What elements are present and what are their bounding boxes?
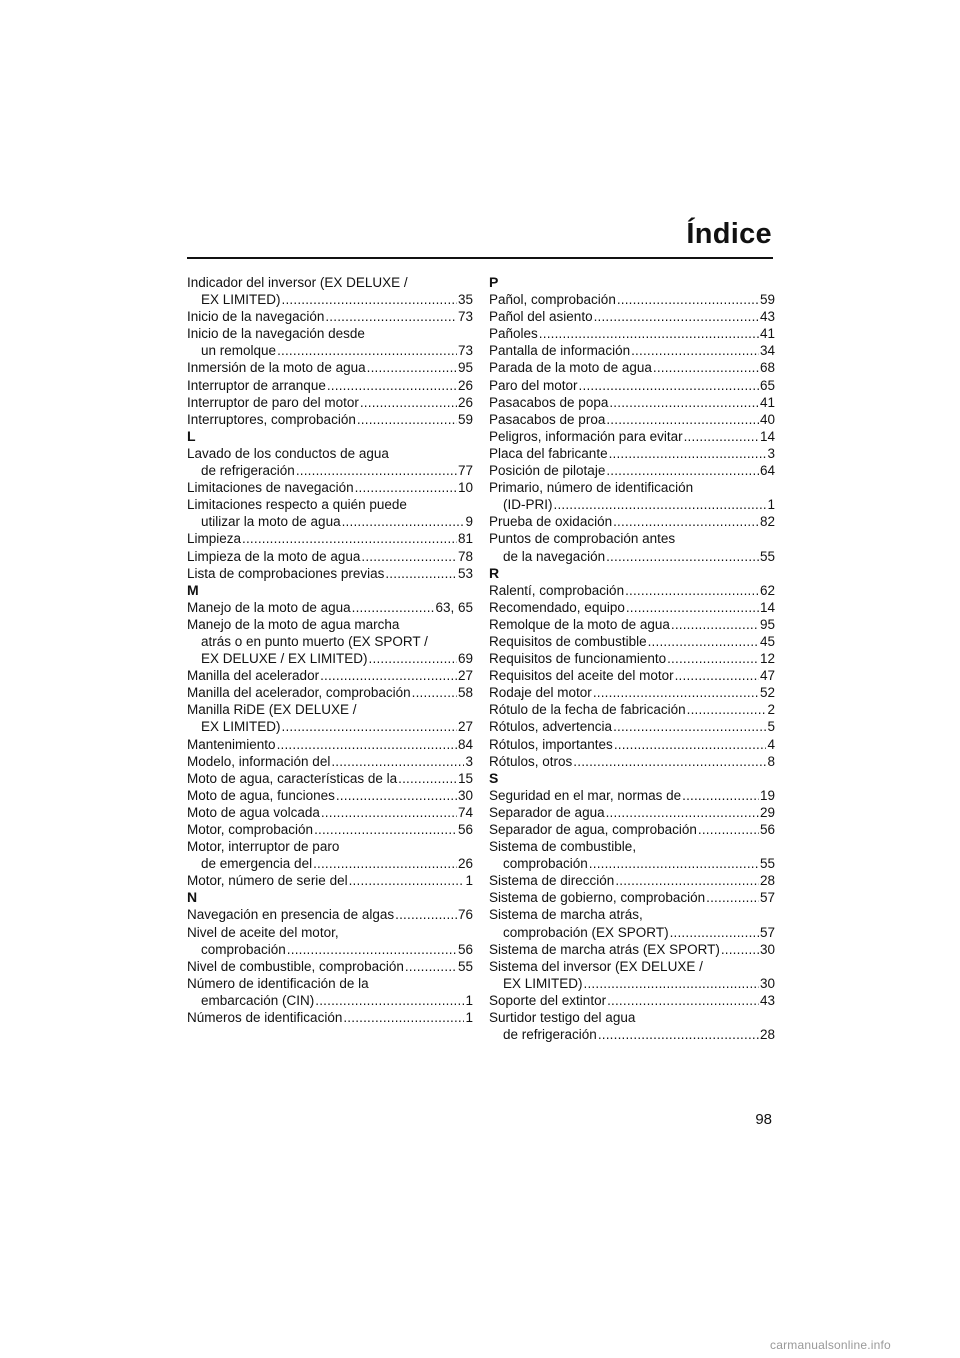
index-entry-page: 1 bbox=[767, 497, 775, 513]
dot-leader bbox=[277, 736, 457, 753]
dot-leader bbox=[277, 342, 457, 359]
dot-leader bbox=[625, 582, 759, 599]
dot-leader bbox=[321, 804, 457, 821]
index-section-letter: P bbox=[489, 274, 499, 290]
dot-leader bbox=[343, 1009, 464, 1026]
index-entry bbox=[187, 530, 473, 547]
index-entry bbox=[187, 667, 473, 684]
index-entry-label: Navegación en presencia de algas bbox=[187, 907, 395, 923]
index-entry-page: 8 bbox=[767, 753, 775, 769]
index-entry-page: 47 bbox=[759, 668, 775, 684]
index-entry-page: 76 bbox=[457, 907, 473, 923]
index-entry-label: Limpieza de la moto de agua bbox=[187, 548, 361, 564]
dot-leader bbox=[593, 684, 759, 701]
index-entry bbox=[489, 701, 775, 718]
index-entry-text: Número de identificación de la bbox=[187, 975, 369, 991]
dot-leader bbox=[613, 513, 759, 530]
index-entry bbox=[489, 291, 775, 308]
index-entry-label: Pañoles bbox=[489, 326, 538, 342]
index-entry bbox=[489, 428, 775, 445]
dot-leader bbox=[675, 667, 759, 684]
index-entry bbox=[187, 736, 473, 753]
index-entry-page: 59 bbox=[457, 411, 473, 427]
index-entry bbox=[489, 599, 775, 616]
dot-leader bbox=[614, 736, 767, 753]
index-entry-page: 26 bbox=[457, 377, 473, 393]
index-entry-label: Rótulos, otros bbox=[489, 753, 573, 769]
index-entry-page: 2 bbox=[767, 702, 775, 718]
index-entry-text: Indicador del inversor (EX DELUXE / bbox=[187, 275, 408, 290]
index-entry-label: Números de identificación bbox=[187, 1010, 343, 1026]
index-entry-page: 56 bbox=[759, 822, 775, 837]
dot-leader bbox=[667, 650, 759, 667]
index-entry-text: Lavado de los conductos de agua bbox=[187, 445, 389, 461]
dot-leader bbox=[282, 718, 457, 735]
index-entry-label: Interruptor de arranque bbox=[187, 377, 326, 393]
index-entry-label: Motor, número de serie del bbox=[187, 873, 348, 889]
index-entry-label: Parada de la moto de agua bbox=[489, 360, 652, 376]
index-entry-label: comprobación bbox=[503, 856, 588, 872]
dot-leader bbox=[684, 428, 759, 445]
dot-leader bbox=[607, 992, 759, 1009]
index-entry bbox=[187, 394, 473, 411]
index-entry-page: 1 bbox=[465, 992, 473, 1008]
index-entry-label: comprobación (EX SPORT) bbox=[503, 924, 669, 940]
index-entry-page: 74 bbox=[457, 804, 473, 820]
index-entry bbox=[187, 479, 473, 496]
dot-leader bbox=[405, 958, 457, 975]
index-entry-page: 15 bbox=[457, 770, 473, 786]
index-entry-label: Moto de agua, características de la bbox=[187, 770, 398, 786]
dot-leader bbox=[584, 975, 759, 992]
index-entry-text: Manilla RiDE (EX DELUXE / bbox=[187, 702, 357, 718]
index-entry-label: Rótulos, importantes bbox=[489, 736, 613, 752]
dot-leader bbox=[579, 377, 759, 394]
index-entry bbox=[187, 958, 473, 975]
index-entry-label: un remolque bbox=[201, 343, 277, 359]
dot-leader bbox=[631, 342, 759, 359]
index-entry-label: Separador de agua, comprobación bbox=[489, 822, 697, 837]
index-entry-page: 30 bbox=[457, 787, 473, 803]
index-entry-label: Paro del motor bbox=[489, 377, 578, 393]
index-entry-text: Sistema de marcha atrás, bbox=[489, 907, 643, 923]
index-entry-label: Ralentí, comprobación bbox=[489, 582, 625, 598]
index-column-left bbox=[187, 274, 473, 1026]
index-entry bbox=[187, 291, 473, 308]
index-entry bbox=[187, 599, 473, 616]
index-entry-page: 73 bbox=[457, 309, 473, 325]
index-entry-label: Pasacabos de popa bbox=[489, 394, 609, 410]
dot-leader bbox=[698, 821, 759, 838]
dot-leader bbox=[398, 770, 457, 787]
index-section-letter: R bbox=[489, 564, 500, 581]
dot-leader bbox=[671, 616, 759, 633]
index-entry bbox=[489, 787, 775, 804]
dot-leader bbox=[315, 992, 464, 1009]
index-entry bbox=[489, 975, 775, 992]
index-entry-label: de emergencia del bbox=[201, 856, 313, 872]
index-entry-text: Limitaciones respecto a quién puede bbox=[187, 497, 407, 513]
index-entry bbox=[489, 582, 775, 599]
index-entry bbox=[489, 804, 775, 821]
index-entry-label: comprobación bbox=[201, 941, 286, 957]
index-entry bbox=[187, 513, 473, 530]
index-entry bbox=[187, 1009, 473, 1026]
index-entry bbox=[187, 359, 473, 376]
dot-leader bbox=[594, 308, 759, 325]
index-entry-label: Moto de agua, funciones bbox=[187, 787, 335, 803]
index-entry-page: 29 bbox=[759, 804, 775, 820]
index-entry-page: 30 bbox=[759, 941, 775, 957]
index-entry-label: EX LIMITED) bbox=[201, 292, 281, 308]
index-entry-label: Manilla del acelerador, comprobación bbox=[187, 685, 411, 701]
index-entry bbox=[187, 548, 473, 565]
index-entry bbox=[187, 718, 473, 735]
index-entry-page: 69 bbox=[457, 651, 473, 667]
index-entry-label: Manilla del acelerador bbox=[187, 668, 320, 684]
index-entry-page: 59 bbox=[759, 292, 775, 308]
index-entry-page: 62 bbox=[759, 582, 775, 598]
index-entry-page: 55 bbox=[759, 856, 775, 872]
index-entry-label: Lista de comprobaciones previas bbox=[187, 565, 385, 581]
index-entry-page: 77 bbox=[457, 463, 473, 479]
index-entry-label: Interruptores, comprobación bbox=[187, 411, 356, 427]
index-entry-label: Mantenimiento bbox=[187, 736, 276, 752]
index-entry-page: 64 bbox=[759, 463, 775, 479]
dot-leader bbox=[606, 804, 759, 821]
index-entry-page: 19 bbox=[759, 787, 775, 803]
index-entry bbox=[489, 684, 775, 701]
index-entry-label: Manejo de la moto de agua bbox=[187, 599, 351, 615]
index-entry-page: 26 bbox=[457, 856, 473, 872]
dot-leader bbox=[606, 411, 759, 428]
index-entry-text: Inicio de la navegación desde bbox=[187, 326, 365, 342]
dot-leader bbox=[670, 924, 759, 941]
index-entry bbox=[489, 872, 775, 889]
index-entry-label: Sistema de dirección bbox=[489, 873, 615, 889]
index-entry-page: 14 bbox=[759, 599, 775, 615]
dot-leader bbox=[242, 530, 457, 547]
dot-leader bbox=[706, 889, 759, 906]
index-entry-label: Requisitos del aceite del motor bbox=[489, 668, 674, 684]
index-entry-page: 55 bbox=[759, 548, 775, 564]
dot-leader bbox=[653, 359, 759, 376]
dot-leader bbox=[609, 445, 767, 462]
index-entry-page: 78 bbox=[457, 548, 473, 564]
index-entry-label: Peligros, información para evitar bbox=[489, 428, 683, 444]
index-entry-text: atrás o en punto muerto (EX SPORT / bbox=[201, 633, 428, 649]
index-entry-label: Pasacabos de proa bbox=[489, 411, 606, 427]
index-entry bbox=[489, 1026, 775, 1043]
index-entry-label: Inmersión de la moto de agua bbox=[187, 360, 366, 376]
index-entry-label: Prueba de oxidación bbox=[489, 514, 613, 530]
index-entry bbox=[187, 941, 473, 958]
index-entry-page: 28 bbox=[759, 1027, 775, 1043]
index-entry-label: Remolque de la moto de agua bbox=[489, 616, 670, 632]
index-entry bbox=[489, 462, 775, 479]
index-entry-page: 27 bbox=[457, 668, 473, 684]
dot-leader bbox=[589, 855, 759, 872]
dot-leader bbox=[609, 394, 759, 411]
index-entry-page: 84 bbox=[457, 736, 473, 752]
index-entry-label: Modelo, información del bbox=[187, 753, 331, 769]
index-entry bbox=[489, 753, 775, 770]
dot-leader bbox=[287, 941, 457, 958]
index-entry-label: Nivel de combustible, comprobación bbox=[187, 958, 404, 974]
index-entry-label: Placa del fabricante bbox=[489, 445, 608, 461]
index-entry bbox=[489, 718, 775, 735]
index-entry-page: 58 bbox=[457, 685, 473, 701]
index-entry-page: 1 bbox=[465, 873, 473, 889]
index-entry-label: Requisitos de funcionamiento bbox=[489, 651, 667, 667]
index-entry-page: 57 bbox=[759, 890, 775, 906]
index-entry bbox=[187, 804, 473, 821]
page-title: Índice bbox=[686, 218, 772, 250]
index-entry-label: EX LIMITED) bbox=[201, 719, 281, 735]
index-entry bbox=[187, 411, 473, 428]
index-entry-text: Puntos de comprobación antes bbox=[489, 531, 676, 547]
dot-leader bbox=[395, 906, 457, 923]
dot-leader bbox=[573, 753, 766, 770]
dot-leader bbox=[352, 599, 435, 616]
index-entry-page: 43 bbox=[759, 992, 775, 1008]
index-entry-page: 4 bbox=[767, 736, 775, 752]
index-entry-page: 41 bbox=[759, 394, 775, 410]
index-entry-page: 53 bbox=[457, 565, 473, 581]
index-entry bbox=[489, 325, 775, 342]
index-entry-page: 55 bbox=[457, 958, 473, 974]
index-entry-label: Rodaje del motor bbox=[489, 685, 592, 701]
index-entry-text: Sistema de combustible, bbox=[489, 839, 637, 855]
index-entry-label: Motor, comprobación bbox=[187, 822, 314, 837]
dot-leader bbox=[296, 462, 457, 479]
dot-leader bbox=[367, 359, 457, 376]
index-entry-label: Requisitos de combustible bbox=[489, 633, 647, 649]
dot-leader bbox=[539, 325, 759, 342]
index-entry bbox=[187, 770, 473, 787]
dot-leader bbox=[320, 667, 457, 684]
index-entry-page: 14 bbox=[759, 428, 775, 444]
index-entry bbox=[187, 992, 473, 1009]
index-entry-text: Motor, interruptor de paro bbox=[187, 839, 340, 855]
index-entry-label: Limpieza bbox=[187, 531, 242, 547]
dot-leader bbox=[314, 821, 457, 838]
index-entry bbox=[489, 992, 775, 1009]
index-section-letter: M bbox=[187, 581, 199, 598]
index-entry bbox=[489, 513, 775, 530]
index-entry-page: 81 bbox=[457, 531, 473, 547]
index-entry-page: 95 bbox=[759, 616, 775, 632]
dot-leader bbox=[617, 291, 759, 308]
index-entry-label: Posición de pilotaje bbox=[489, 463, 606, 479]
index-entry-label: Rótulos, advertencia bbox=[489, 719, 613, 735]
dot-leader bbox=[336, 787, 457, 804]
index-entry-page: 9 bbox=[465, 514, 473, 530]
index-entry-page: 52 bbox=[759, 685, 775, 701]
index-entry-page: 57 bbox=[759, 924, 775, 940]
index-entry-label: Recomendado, equipo bbox=[489, 599, 625, 615]
index-entry-label: Pañol, comprobación bbox=[489, 292, 616, 308]
index-entry bbox=[489, 855, 775, 872]
dot-leader bbox=[721, 941, 759, 958]
dot-leader bbox=[349, 872, 465, 889]
dot-leader bbox=[598, 1026, 759, 1043]
dot-leader bbox=[282, 291, 457, 308]
index-entry-page: 34 bbox=[759, 343, 775, 359]
index-entry-text: Nivel de aceite del motor, bbox=[187, 924, 339, 940]
index-entry-label: Soporte del extintor bbox=[489, 992, 607, 1008]
index-entry bbox=[489, 496, 775, 513]
index-entry-label: Pañol del asiento bbox=[489, 309, 593, 325]
index-entry bbox=[187, 906, 473, 923]
index-entry-page: 30 bbox=[759, 975, 775, 991]
dot-leader bbox=[626, 599, 759, 616]
index-entry-page: 28 bbox=[759, 873, 775, 889]
index-entry bbox=[489, 736, 775, 753]
index-entry bbox=[489, 889, 775, 906]
index-entry-page: 12 bbox=[759, 651, 775, 667]
index-entry bbox=[187, 821, 473, 838]
index-section-letter: S bbox=[489, 769, 499, 786]
index-entry-label: Rótulo de la fecha de fabricación bbox=[489, 702, 686, 718]
index-entry-text: Sistema del inversor (EX DELUXE / bbox=[489, 958, 703, 974]
index-entry-page: 26 bbox=[457, 394, 473, 410]
index-entry bbox=[187, 377, 473, 394]
index-entry-page: 95 bbox=[457, 360, 473, 376]
index-entry-label: Moto de agua volcada bbox=[187, 804, 320, 820]
index-entry bbox=[489, 924, 775, 941]
index-entry-text: Manejo de la moto de agua marcha bbox=[187, 616, 400, 632]
dot-leader bbox=[682, 787, 759, 804]
index-column-right bbox=[489, 274, 775, 1043]
index-entry bbox=[187, 872, 473, 889]
index-section-letter: N bbox=[187, 889, 198, 906]
index-entry-page: 3 bbox=[767, 445, 775, 461]
index-entry-label: Sistema de gobierno, comprobación bbox=[489, 890, 706, 906]
index-entry-label: utilizar la moto de agua bbox=[201, 514, 341, 530]
index-entry-text: Primario, número de identificación bbox=[489, 480, 694, 496]
index-entry bbox=[489, 616, 775, 633]
index-entry-page: 3 bbox=[465, 753, 473, 769]
index-entry-page: 27 bbox=[457, 719, 473, 735]
index-entry-page: 35 bbox=[457, 292, 473, 308]
index-section-letter: L bbox=[187, 427, 196, 444]
dot-leader bbox=[385, 565, 457, 582]
index-entry bbox=[489, 411, 775, 428]
index-entry bbox=[187, 342, 473, 359]
dot-leader bbox=[687, 701, 767, 718]
index-entry-page: 73 bbox=[457, 343, 473, 359]
index-entry-page: 56 bbox=[457, 822, 473, 837]
index-entry bbox=[489, 633, 775, 650]
index-entry-page: 56 bbox=[457, 941, 473, 957]
dot-leader bbox=[606, 548, 759, 565]
index-entry-label: de refrigeración bbox=[503, 1027, 597, 1043]
dot-leader bbox=[606, 462, 759, 479]
index-entry bbox=[489, 650, 775, 667]
index-entry-label: Pantalla de información bbox=[489, 343, 631, 359]
index-entry-label: embarcación (CIN) bbox=[201, 992, 315, 1008]
index-entry-page: 10 bbox=[457, 480, 473, 496]
index-entry-label: (ID-PRI) bbox=[503, 497, 553, 513]
dot-leader bbox=[357, 411, 457, 428]
index-entry-page: 68 bbox=[759, 360, 775, 376]
index-entry-page: 40 bbox=[759, 411, 775, 427]
index-entry-page: 82 bbox=[759, 514, 775, 530]
index-entry bbox=[187, 308, 473, 325]
index-entry bbox=[489, 394, 775, 411]
dot-leader bbox=[369, 650, 457, 667]
index-entry-label: Seguridad en el mar, normas de bbox=[489, 787, 682, 803]
index-entry bbox=[489, 342, 775, 359]
index-entry-label: EX DELUXE / EX LIMITED) bbox=[201, 651, 368, 667]
index-entry-label: Limitaciones de navegación bbox=[187, 480, 354, 496]
dot-leader bbox=[648, 633, 759, 650]
watermark-text: carmanualsonline.info bbox=[770, 1338, 891, 1352]
index-entry bbox=[187, 684, 473, 701]
index-entry-page: 41 bbox=[759, 326, 775, 342]
index-entry bbox=[489, 667, 775, 684]
dot-leader bbox=[361, 548, 457, 565]
index-entry-label: de refrigeración bbox=[201, 463, 295, 479]
title-rule bbox=[187, 257, 773, 259]
index-entry bbox=[187, 650, 473, 667]
dot-leader bbox=[412, 684, 457, 701]
index-entry-label: Interruptor de paro del motor bbox=[187, 394, 359, 410]
index-entry-page: 1 bbox=[465, 1010, 473, 1026]
dot-leader bbox=[360, 394, 457, 411]
dot-leader bbox=[325, 308, 457, 325]
index-entry bbox=[187, 753, 473, 770]
index-entry-page: 63, 65 bbox=[435, 599, 473, 615]
index-entry bbox=[187, 565, 473, 582]
index-entry bbox=[489, 308, 775, 325]
index-entry-page: 43 bbox=[759, 309, 775, 325]
dot-leader bbox=[313, 855, 457, 872]
dot-leader bbox=[342, 513, 465, 530]
index-entry bbox=[489, 821, 775, 838]
dot-leader bbox=[554, 496, 767, 513]
index-entry-label: EX LIMITED) bbox=[503, 975, 583, 991]
dot-leader bbox=[613, 718, 766, 735]
index-entry-text: Surtidor testigo del agua bbox=[489, 1010, 636, 1026]
index-entry bbox=[187, 855, 473, 872]
index-entry-page: 65 bbox=[759, 377, 775, 393]
index-entry-page: 5 bbox=[767, 719, 775, 735]
index-entry-label: Separador de agua bbox=[489, 804, 605, 820]
index-entry-label: Inicio de la navegación bbox=[187, 309, 325, 325]
index-entry-label: de la navegación bbox=[503, 548, 606, 564]
index-entry bbox=[489, 548, 775, 565]
index-entry bbox=[489, 445, 775, 462]
index-entry-page: 45 bbox=[759, 633, 775, 649]
dot-leader bbox=[615, 872, 759, 889]
dot-leader bbox=[327, 377, 457, 394]
index-entry bbox=[489, 941, 775, 958]
dot-leader bbox=[355, 479, 457, 496]
dot-leader bbox=[331, 753, 464, 770]
index-entry-label: Sistema de marcha atrás (EX SPORT) bbox=[489, 941, 720, 957]
page-number: 98 bbox=[755, 1111, 772, 1128]
index-entry bbox=[489, 359, 775, 376]
index-entry bbox=[187, 787, 473, 804]
index-entry bbox=[187, 462, 473, 479]
index-entry bbox=[489, 377, 775, 394]
